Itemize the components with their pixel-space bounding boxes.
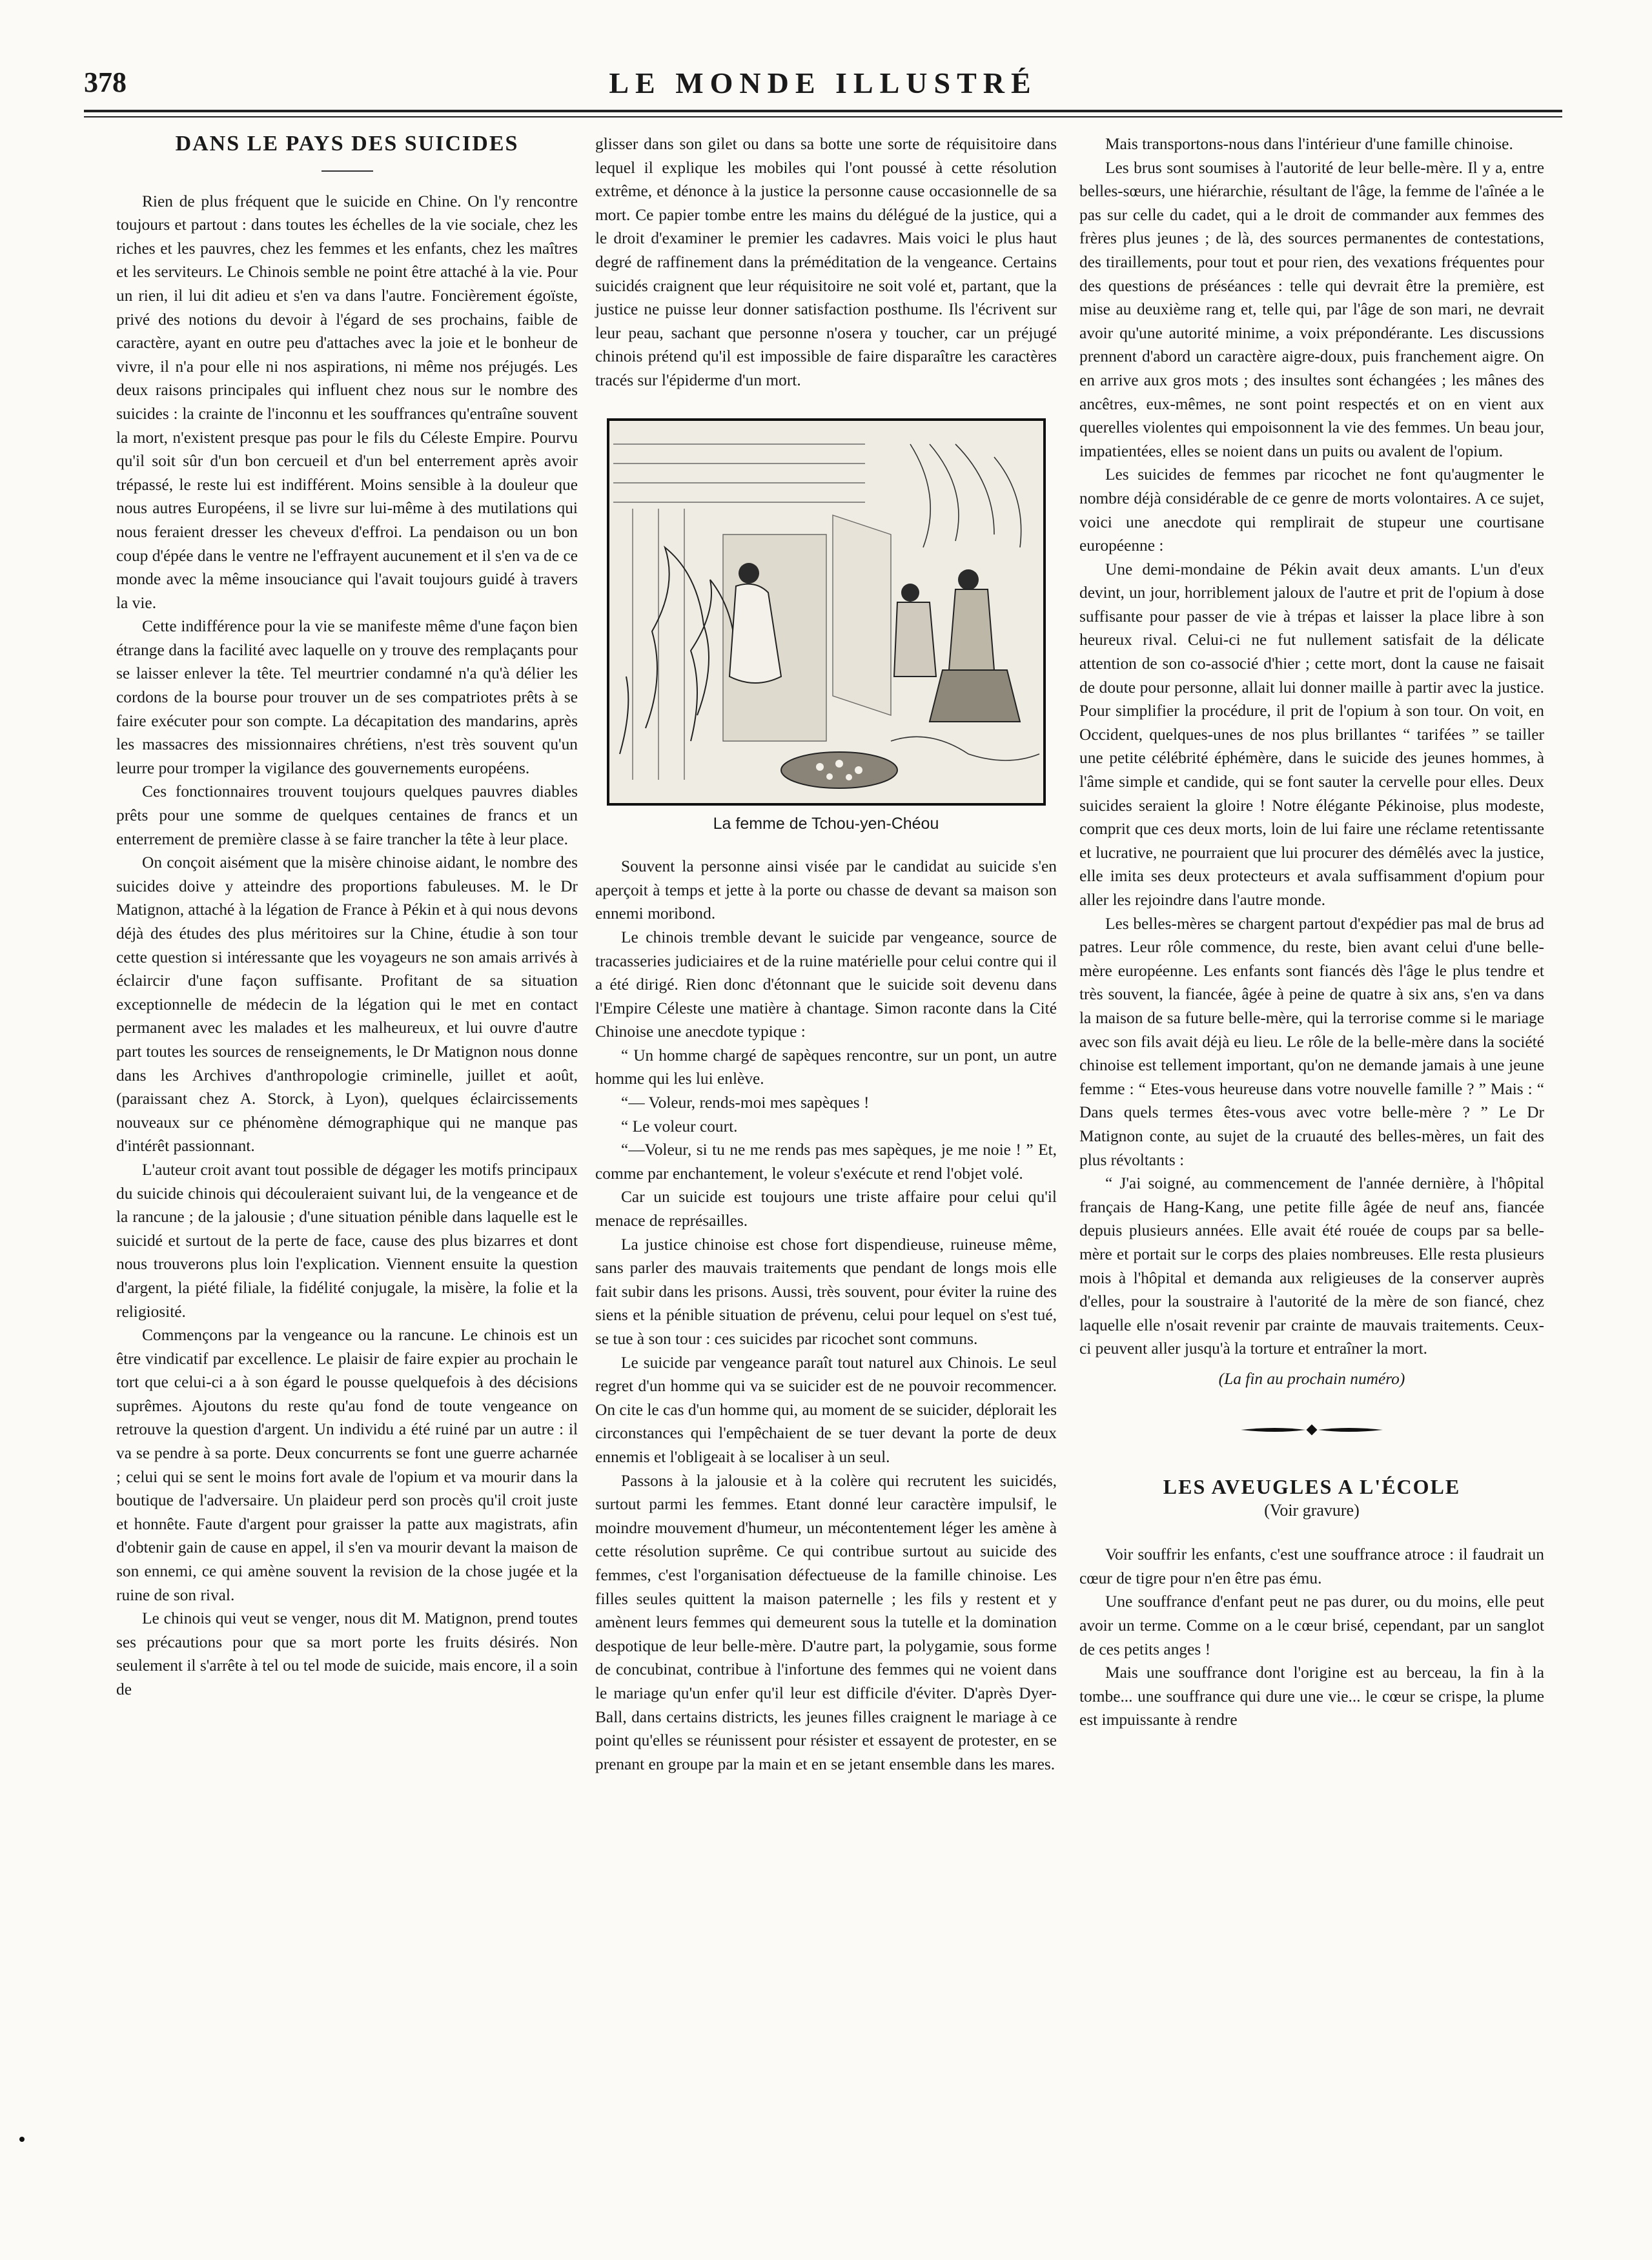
engraving-figure [595, 418, 1057, 836]
paragraph: Passons à la jalousie et à la colère qui recrutent les suicidés, surtout parmi les femmes. Etant donné leur caractère impulsif, le moindre mouvement d'humeur, un mécontentement léger les amène à cette résolution suprême. Ce qui contribue surtout au suicide des femmes, c'est l'organisation défectueuse de la famille chinoise. Les filles seules quittent la maison paternelle ; les fils y restent et y amènent leurs femmes qui demeurent sous la tutelle et la domination despotique de leur belle-mère. D'autre part, la polygamie, sous forme de concubinat, contribue à l'infortune des femmes qui ne voient dans le mariage qu'un enfer qu'il leur est difficile d'éviter. D'après Dyer-Ball, dans certains districts, les jeunes filles craignent le mariage à ce point qu'elles se réunissent pour résister et essayent de protester, en se prenant en groupe par la main et en se jetant ensemble dans les mares. [595, 1471, 1057, 1773]
masthead-title: LE MONDE ILLUSTRÉ [609, 66, 1037, 99]
paragraph: Le chinois qui veut se venger, nous dit M. Matignon, prend toutes ses précautions pour que sa mort porte les fruits désirés. Non seulement il s'arrête à tel ou tel mode de suicide, mais encore, il a soin de [116, 1609, 578, 1698]
header-rule [84, 110, 1562, 112]
figure-caption: La femme de Tchou-yen-Chéou [713, 814, 939, 833]
paragraph: Cette indifférence pour la vie se manifeste même d'une façon bien étrange dans la facilité avec laquelle on y trouve des remplaçants pour se laisser enlever la tête. Tel meurtrier condamné n'a qu'à délier les cordons de la bourse pour trouver un de ses compatriotes prêts à se faire exécuter pour son compte. La décapitation des mandarins, après les massacres des missionnaires chrétiens, n'est très souvent qu'un leurre pour tromper la vigilance des gouvernements européens. [116, 617, 578, 777]
paragraph: Commençons par la vengeance ou la rancune. Le chinois est un être vindicatif par excellence. Le plaisir de faire expier au prochain le tort que celui-ci a à son égard le pousse quelquefois à des décisions suprêmes. Ajoutons du reste qu'au fond de toute vengeance on retrouve la question d'argent. Un individu a été ruiné par un autre : il va se pendre à sa porte. Deux concurrents se font une guerre acharnée ; celui qui se sent le moins fort avale de l'opium et va mourir dans la boutique de l'adversaire. Un plaideur perd son procès qu'il croit juste et honnête. Faute d'argent pour graisser la patte aux magistrats, afin d'obtenir gain de cause en appel, il s'en va mourir devant la maison de son ennemi, ce qui amène souvent la revision de la chose jugée et la ruine de son rival. [116, 1326, 578, 1604]
paragraph: glisser dans son gilet ou dans sa botte une sorte de réquisitoire dans lequel il explique les mobiles qui l'ont poussé à cette résolution extrême, et dénonce à la justice la personne cause occasionnelle de sa mort. Ce papier tombe entre les mains du délégué de la justice, qui a le droit d'examiner le premier les cadavres. Mais voici le plus haut degré de raffinement dans la préméditation de la vengeance. Certains suicidés craignent que leur réquisitoire ne soit volé et, partant, que la justice ne puisse leur donner satisfaction posthume. Ils l'écrivent sur leur peau, sachant que personne n'osera y toucher, car un préjugé chinois prétend qu'il est impossible de faire disparaître les caractères tracés sur l'épiderme d'un mort. [595, 135, 1057, 389]
engraving-illustration [607, 418, 1046, 806]
article-title: DANS LE PAYS DES SUICIDES [175, 132, 519, 156]
paragraph: “ Un homme chargé de sapèques rencontre, sur un pont, un autre homme qui les lui enlève. [595, 1046, 1057, 1088]
continuation-note: (La fin au prochain numéro) [1218, 1369, 1405, 1388]
paragraph: Le suicide par vengeance paraît tout naturel aux Chinois. Le seul regret d'un homme qui va se suicider est de ne pouvoir recommencer. On cite le cas d'un homme qui, au moment de se suicider, déplorait les circonstances qui l'empêchaient de se tuer devant la porte de deux ennemis et l'obligeait à se localiser à un seul. [595, 1353, 1057, 1466]
page-number: 378 [84, 66, 127, 98]
paragraph: On conçoit aisément que la misère chinoise aidant, le nombre des suicides doive y atteindre des proportions fabuleuses. M. le Dr Matignon, attaché à la légation de France à Pékin et à qui nous devons déjà des études des plus méritoires sur la Chine, étudie à son tour cette question si intéressante que les voyageurs ne son amais arrivés à éclaircir d'une façon suffisante. Profitant de sa situation exceptionnelle de médecin de la légation qui le met en contact permanent avec les malades et les malheureux, et lui ouvre d'autre part toutes les sources de renseignements, le Dr Matignon nous donne dans les Archives d'anthropologie criminelle, juillet et août, (paraissant chez A. Storck, à Lyon), quelques éclaircissements nouveaux sur ce phénomène démographique qui ne manque pas d'intérêt passionnant. [116, 853, 578, 1155]
ornament-divider [1079, 1419, 1544, 1443]
page-header [84, 66, 1562, 111]
paragraph: Le chinois tremble devant le suicide par vengeance, source de tracasseries judiciaires et de la ruine matérielle pour celui contre qui il a été dirigé. Rien donc d'étonnant que le suicide soit devenu dans l'Empire Céleste une matière à chantage. Simon raconte dans la Cité Chinoise une anecdote typique : [595, 928, 1057, 1041]
paragraph: Mais une souffrance dont l'origine est au berceau, la fin à la tombe... une souffrance qui dure une vie... le cœur se crispe, la plume est impuissante à rendre [1079, 1664, 1544, 1729]
paragraph: Les brus sont soumises à l'autorité de leur belle-mère. Il y a, entre belles-sœurs, une hiérarchie, résultant de l'âge, la femme de l'aînée a le pas sur celle du cadet, qui a le droit de commander aux femmes des frères plus jeunes ; de là, des sources permanentes de contestations, des tiraillements, pour tout et pour rien, des vexations fréquentes pour des questions de préséances : telle qui devrait être la première, est mise au deuxième rang et, telle qui, par l'âge de son mari, ne devrait avoir qu'une autorité minime, a voix prépondérante. Les discussions prennent d'abord un caractère aigre-doux, puis franchement aigre. On en arrive aux gros mots ; des insultes sont échangées ; les mânes des ancêtres, eux-mêmes, ne sont point respectés et on en vient aux querelles violentes qui empoisonnent la vie des femmes. Un beau jour, impatientées, elles se noient dans un puits ou avalent de l'opium. [1079, 158, 1544, 460]
column-1 [116, 132, 578, 1702]
paragraph: L'auteur croit avant tout possible de dégager les motifs principaux du suicide chinois qui découleraient suivant lui, de la vengeance et de la rancune ; de la jalousie ; d'une situation pénible dans laquelle est le suicidé et surtout de la perte de face, cause des plus bizarres et dont nous trouverons plus loin l'explication. Viennent ensuite la question d'argent, la piété filiale, la fidélité conjugale, la misère, la folie et la religiosité. [116, 1160, 578, 1321]
paragraph: Souvent la personne ainsi visée par le candidat au suicide s'en aperçoit à temps et jette à la porte ou chasse de devant sa maison son ennemi moribond. [595, 857, 1057, 923]
header-rule-thin [84, 116, 1562, 117]
paragraph: “ J'ai soigné, au commencement de l'année dernière, à l'hôpital français de Hang-Kang, une petite fille âgée de neuf ans, fiancée depuis plusieurs années. Elle avait été rouée de coups par sa belle-mère et portait sur le corps des plaies nombreuses. Elle resta plusieurs mois à l'hôpital et demanda aux religieuses de la conserver auprès d'elles, pour la soustraire à l'autorité de la mère de son fiancé, chez laquelle elle n'osait revenir par crainte de mauvais traitements. Ceux-ci peuvent aller jusqu'à la torture et entraîner la mort. [1079, 1174, 1544, 1358]
column-3 [1079, 132, 1544, 1732]
paragraph: Rien de plus fréquent que le suicide en Chine. On l'y rencontre toujours et partout : dans toutes les échelles de la vie sociale, chez les riches et les pauvres, chez les femmes et les enfants, chez les maîtres et les serviteurs. Le Chinois semble ne point être attaché à la vie. Pour un rien, il lui dit adieu et s'en va dans l'autre. Foncièrement égoïste, privé des notions du devoir à l'égard de ses prochains, faible de caractère, ayant en outre peu d'attaches avec la joie et le bonheur de vivre, il n'a pour elle ni nos aspirations, ni même nos préjugés. Les deux raisons principales qui influent chez nous sur le nombre des suicides : la crainte de l'inconnu et les souffrances qu'entraîne souvent la mort, n'existent presque pas pour le fils du Céleste Empire. Pourvu qu'il soit sûr d'un bon cercueil et d'un bel enterrement après avoir trépassé, le reste lui est indifférent. Moins sensible à la douleur que nous autres Européens, il se livre sur lui-même à des mutilations qui nous feraient dresser les cheveux d'effroi. La pendaison ou un bon coup d'épée dans le ventre ne l'effrayent aucunement et il s'en va de ce monde avec la même insouciance qui l'avait toujours guidé à travers la vie. [116, 192, 578, 612]
paragraph: Une souffrance d'enfant peut ne pas durer, ou du moins, elle peut avoir un terme. Comme on a le cœur brisé, cependant, par un sanglot de ces petits anges ! [1079, 1593, 1544, 1658]
title-rule [321, 170, 373, 172]
ornament-icon [1241, 1423, 1383, 1436]
paragraph: Voir souffrir les enfants, c'est une souffrance atroce : il faudrait un cœur de tigre pour n'en être pas ému. [1079, 1545, 1544, 1587]
paragraph: La justice chinoise est chose fort dispendieuse, ruineuse même, sans parler des mauvais traitements que pendant de longs mois elle fait subir dans les prisons. Aussi, très souvent, pour éviter la ruine des siens et la pénible situation de prévenu, celui pour lequel on s'est tué, se tue à son tour : ces suicides par ricochet sont communs. [595, 1235, 1057, 1348]
paragraph: Les belles-mères se chargent partout d'expédier pas mal de brus ad patres. Leur rôle commence, du reste, bien avant celui d'une belle-mère européenne. Les enfants sont fiancés dès l'âge le plus tendre et très souvent, la fiancée, âgée à peine de quatre à six ans, s'en va dans la maison de sa future belle-mère, qui la terrorise comme si le mariage avec son fils avait déjà eu lieu. Le rôle de la belle-mère dans la société chinoise est tellement important, qu'on ne demande jamais à une jeune femme : “ Etes-vous heureuse dans votre nouvelle famille ? ” Mais : “ Dans quels termes êtes-vous avec votre belle-mère ? ” Le Dr Matignon conte, au sujet de la cruauté des belles-mères, un fait des plus révoltants : [1079, 914, 1544, 1169]
article-subtitle-2: (Voir gravure) [1264, 1500, 1360, 1520]
paragraph: “— Voleur, rends-moi mes sapèques ! [621, 1094, 870, 1112]
margin-mark [19, 2137, 25, 2142]
article-title-2: LES AVEUGLES A L'ÉCOLE [1163, 1475, 1461, 1499]
paragraph: “—Voleur, si tu ne me rends pas mes sapèques, je me noie ! ” Et, comme par enchantement, le voleur s'exécute et rend l'objet volé. [595, 1141, 1057, 1183]
paragraph: Ces fonctionnaires trouvent toujours quelques pauvres diables prêts pour une somme de quelques centaines de francs et un enterrement de première classe à se faire trancher la tête à leur place. [116, 782, 578, 848]
paragraph: “ Le voleur court. [621, 1117, 738, 1135]
paragraph: Car un suicide est toujours une triste affaire pour celui qu'il menace de représailles. [595, 1188, 1057, 1230]
paragraph: Mais transportons-nous dans l'intérieur d'une famille chinoise. [1105, 135, 1513, 153]
paragraph: Les suicides de femmes par ricochet ne font qu'augmenter le nombre déjà considérable de ce genre de morts volontaires. A ce sujet, voici une anecdote qui remplirait de stupeur une courtisane européenne : [1079, 465, 1544, 555]
column-2 [595, 132, 1057, 1776]
paragraph: Une demi-mondaine de Pékin avait deux amants. L'un d'eux devint, un jour, horriblement jaloux de l'autre et prit de l'opium à dose suffisante pour passer de vie à trépas et laisser la place libre à son heureux rival. Celui-ci ne fut nullement satisfait de la délicate attention de son co-associé d'hier ; cette mort, dont la cause ne faisait de doute pour personne, allait lui donner maille à partir avec la justice. Pour simplifier la procédure, il prit de l'opium à son tour. On voit, en Occident, quelques-unes de nos plus brillantes “ tarifées ” se tailler une petite célébrité éphémère, dans le suicide des jeunes hommes, à l'âme simple et candide, qui se font sauter la cervelle pour elles. Deux suicides seraient la gloire ! Notre élégante Pékinoise, plus modeste, comprit que ces deux morts, loin de lui faire une réclame retentissante et lucrative, ne pourraient que lui procurer des démêlés avec la justice, elle imita ses deux protecteurs et avala suffisamment d'opium pour aller les rejoindre dans l'autre monde. [1079, 560, 1544, 909]
